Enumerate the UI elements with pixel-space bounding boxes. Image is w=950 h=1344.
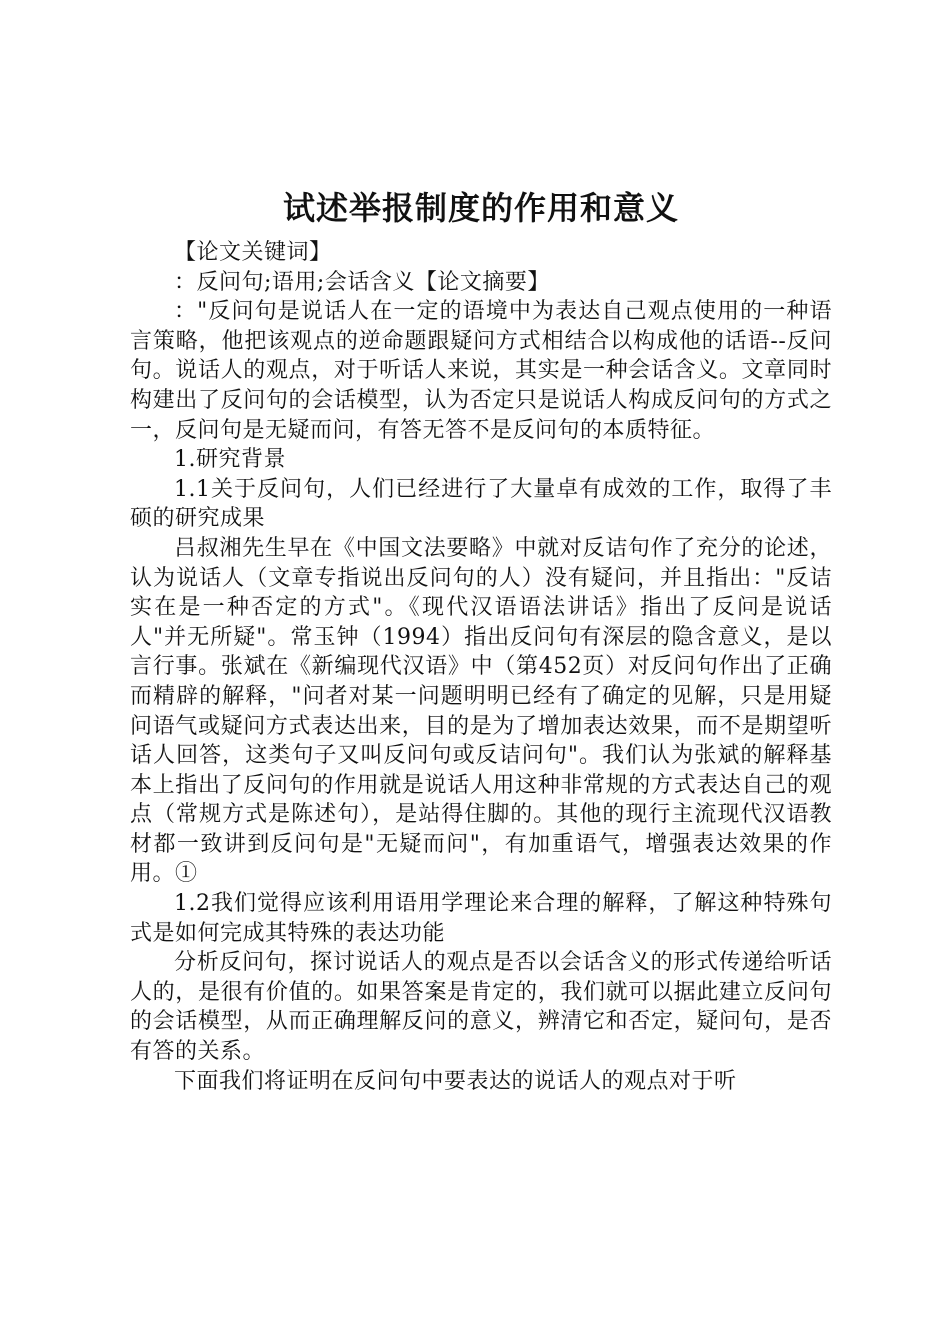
section-heading: 1.研究背景: [174, 447, 286, 473]
subsection-heading: 1.1关于反问句，人们已经进行了大量卓有成效的工作，取得了丰硕的研究成果: [130, 476, 832, 532]
body-paragraph: 下面我们将证明在反问句中要表达的说话人的观点对于听: [174, 1068, 737, 1094]
document-page: [130, 180, 832, 1096]
body-paragraph: 分析反问句，探讨说话人的观点是否以会话含义的形式传递给听话人的，是很有价值的。如果答案是肯定的，我们就可以据此建立反问句的会话模型，从而正确理解反问的意义，辨清它和否定，疑问句，是否有答的关系。: [130, 950, 832, 1065]
body-paragraph: 吕叔湘先生早在《中国文法要略》中就对反诘句作了充分的论述，认为说话人（文章专指说出反问句的人）没有疑问，并且指出："反诘实在是一种否定的方式"。《现代汉语语法讲话》指出了反问是说话人"并无所疑"。常玉钟（1994）指出反问句有深层的隐含意义，是以言行事。张斌在《新编现代汉语》中（第452页）对反问句作出了正确而精辟的解释，"问者对某一问题明明已经有了确定的见解，只是用疑问语气或疑问方式表达出来，目的是为了增加表达效果，而不是期望听话人回答，这类句子又叫反问句或反诘问句"。我们认为张斌的解释基本上指出了反问句的作用就是说话人用这种非常规的方式表达自己的观点（常规方式是陈述句），是站得住脚的。其他的现行主流现代汉语教材都一致讲到反问句是"无疑而问"，有加重语气，增强表达效果的作用。①: [130, 535, 832, 887]
document-title: 试述举报制度的作用和意义: [282, 189, 679, 227]
subsection-heading: 1.2我们觉得应该利用语用学理论来合理的解释，了解这种特殊句式是如何完成其特殊的表达功能: [130, 891, 832, 946]
abstract-paragraph: ："反问句是说话人在一定的语境中为表达自己观点使用的一种语言策略，他把该观点的逆命题跟疑问方式相结合以构成他的话语--反问句。说话人的观点，对于听话人来说，其实是一种会话含义。文章同时构建出了反问句的会话模型，认为否定只是说话人构成反问句的方式之一，反问句是无疑而问，有答无答不是反问句的本质特征。: [130, 299, 832, 443]
keywords-line: ：反问句;语用;会话含义【论文摘要】: [174, 269, 550, 295]
keywords-heading: 【论文关键词】: [174, 240, 332, 265]
